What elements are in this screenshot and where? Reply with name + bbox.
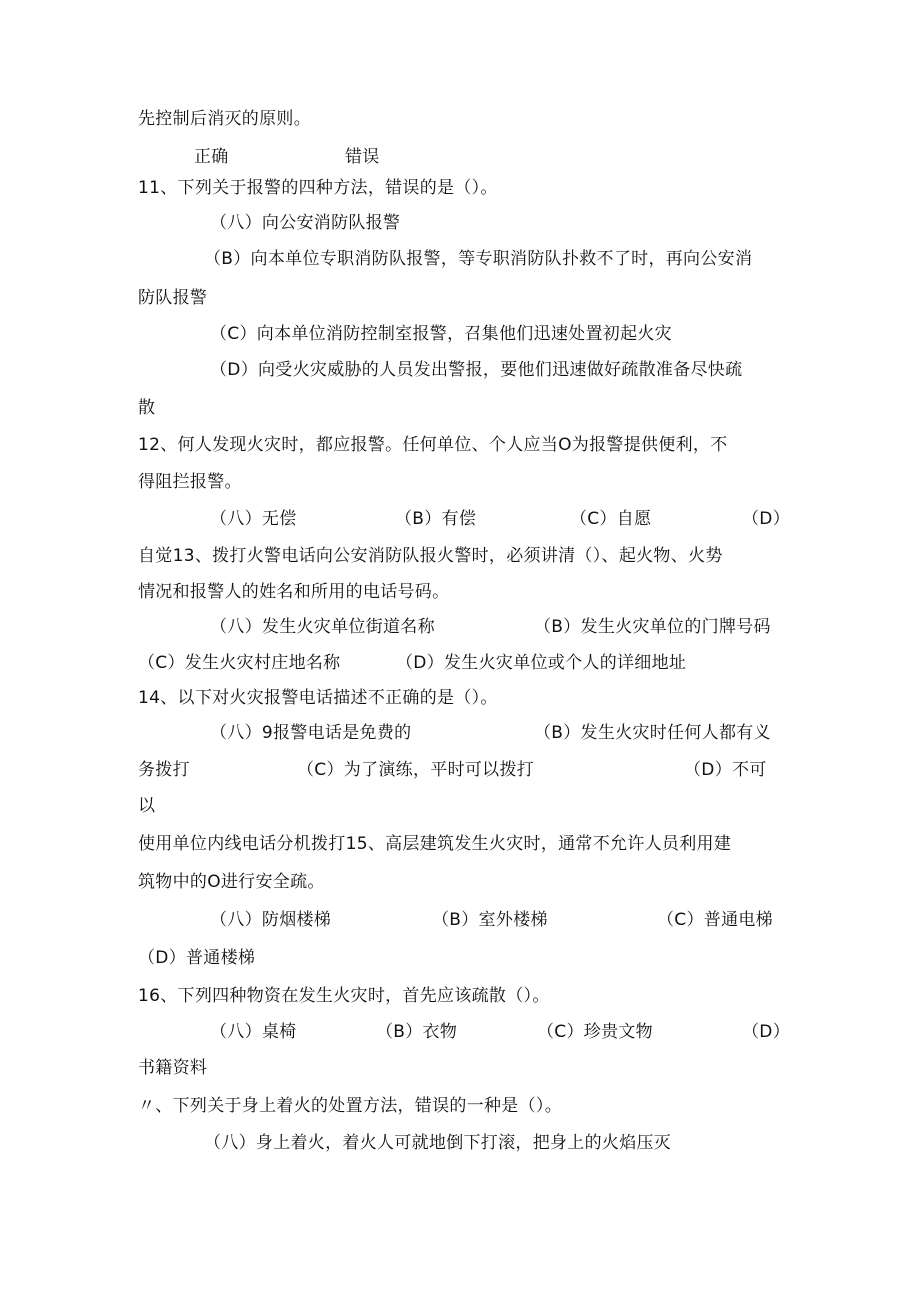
option-d: （D） <box>742 509 790 529</box>
option-a: （八）9报警电话是免费的 <box>210 723 412 743</box>
question-16: 16、下列四种物资在发生火灾时，首先应该疏散（）。 <box>138 986 550 1006</box>
option-c: （C）自愿 <box>570 509 652 529</box>
option-c: （C）珍贵文物 <box>537 1022 653 1042</box>
text-line: 防队报警 <box>138 288 208 308</box>
option-c: （C）向本单位消防控制室报警，召集他们迅速处置初起火灾 <box>210 324 672 344</box>
question-14: 14、以下对火灾报警电话描述不正确的是（）。 <box>138 688 498 708</box>
option-b: （B）衣物 <box>376 1022 458 1042</box>
text-line: 先控制后消灭的原则。 <box>138 109 311 129</box>
option-true: 正确 <box>194 147 229 167</box>
option-b: （B）有偿 <box>395 509 477 529</box>
option-a: （八）身上着火，着火人可就地倒下打滚，把身上的火焰压灭 <box>204 1133 672 1153</box>
option-d: （D）发生火灾单位或个人的详细地址 <box>396 653 687 673</box>
option-d: （D） <box>742 1022 790 1042</box>
option-c: （C）普通电梯 <box>657 910 773 930</box>
question-15: 使用单位内线电话分机拨打15、高层建筑发生火灾时，通常不允许人员利用建 <box>138 834 732 854</box>
option-d: （D）向受火灾威胁的人员发出警报，要他们迅速做好疏散准备尽快疏 <box>210 360 743 380</box>
text-line: 情况和报警人的姓名和所用的电话号码。 <box>138 582 450 602</box>
question-12: 12、何人发现火灾时，都应报警。任何单位、个人应当O为报警提供便利，不 <box>138 435 728 455</box>
option-false: 错误 <box>345 147 380 167</box>
question-13: 自觉13、拨打火警电话向公安消防队报火警时，必须讲清（）、起火物、火势 <box>138 546 723 566</box>
text-line: 散 <box>138 398 156 418</box>
question-17: 〃、下列关于身上着火的处置方法，错误的一种是（）。 <box>138 1096 562 1116</box>
option-a: （八）发生火灾单位街道名称 <box>210 617 435 637</box>
option-a: （八）无偿 <box>210 509 297 529</box>
option-d: （D）普通楼梯 <box>138 948 256 968</box>
text-line: 得阻拦报警。 <box>138 472 242 492</box>
option-b: （B）发生火灾单位的门牌号码 <box>534 617 771 637</box>
option-b: （B）向本单位专职消防队报警，等专职消防队扑救不了时，再向公安消 <box>204 249 753 269</box>
option-c: （C）发生火灾村庄地名称 <box>138 653 341 673</box>
option-d: （D）不可 <box>684 760 767 780</box>
option-a: （八）桌椅 <box>210 1022 297 1042</box>
option-a: （八）防烟楼梯 <box>210 910 332 930</box>
text-line: 以 <box>138 796 156 816</box>
option-c: （C）为了演练，平时可以拨打 <box>297 760 535 780</box>
option-b: （B）发生火灾时任何人都有义 <box>534 723 771 743</box>
option-a: （八）向公安消防队报警 <box>210 213 401 233</box>
question-11: 11、下列关于报警的四种方法，错误的是（）。 <box>138 178 498 198</box>
text-line: 务拨打 <box>138 760 190 780</box>
text-line: 筑物中的O进行安全疏。 <box>138 872 325 892</box>
option-b: （B）室外楼梯 <box>432 910 548 930</box>
text-line: 书籍资料 <box>138 1058 208 1078</box>
